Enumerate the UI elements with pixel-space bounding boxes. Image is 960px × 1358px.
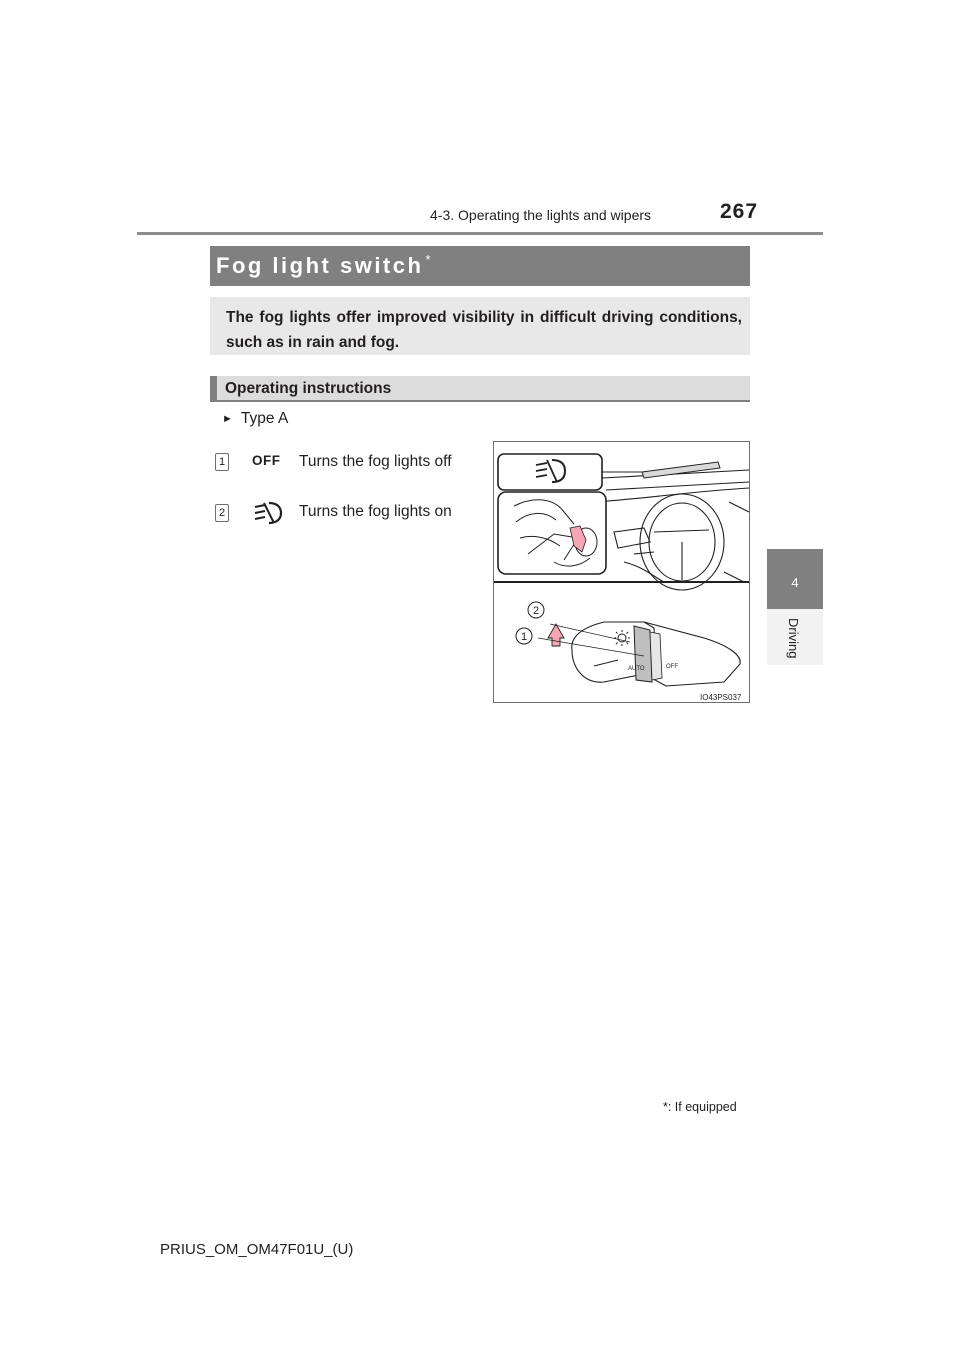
equipped-marker: * <box>425 252 431 267</box>
intro-text: The fog lights offer improved visibility in difficult driving conditions, such as in rain and fog. <box>226 309 742 351</box>
item-text-2: Turns the fog lights on <box>299 503 452 520</box>
stalk-off-marking: OFF <box>666 664 678 670</box>
off-symbol: OFF <box>252 453 281 468</box>
type-label <box>222 410 288 428</box>
triangle-bullet-icon: ► <box>222 413 233 425</box>
section-reference: 4-3. Operating the lights and wipers <box>430 207 652 223</box>
header-divider <box>137 232 823 235</box>
type-label-text: Type A <box>240 410 289 427</box>
fog-light-icon <box>254 500 284 531</box>
item-text-1: Turns the fog lights off <box>299 453 452 470</box>
chapter-number: 4 <box>791 575 799 590</box>
up-arrow-icon <box>548 624 564 646</box>
item-number-1: 1 <box>215 453 229 471</box>
fog-switch-illustration <box>493 441 750 703</box>
title-text: Fog light switch <box>216 253 424 278</box>
footnote: *: If equipped <box>663 1100 737 1114</box>
item-number-2: 2 <box>215 504 229 522</box>
subheading-accent <box>210 376 217 402</box>
callout-2: 2 <box>532 605 540 617</box>
figure-id: IO43PS037 <box>700 693 742 702</box>
page-number: 267 <box>720 200 759 223</box>
subheading: Operating instructions <box>225 380 392 397</box>
page-title <box>216 252 431 279</box>
callout-1: 1 <box>520 631 528 643</box>
stalk-auto-marking: AUTO <box>628 666 645 672</box>
sun-icon <box>614 630 630 646</box>
footer-code: PRIUS_OM_OM47F01U_(U) <box>160 1241 354 1258</box>
chapter-label: Driving <box>786 618 801 659</box>
